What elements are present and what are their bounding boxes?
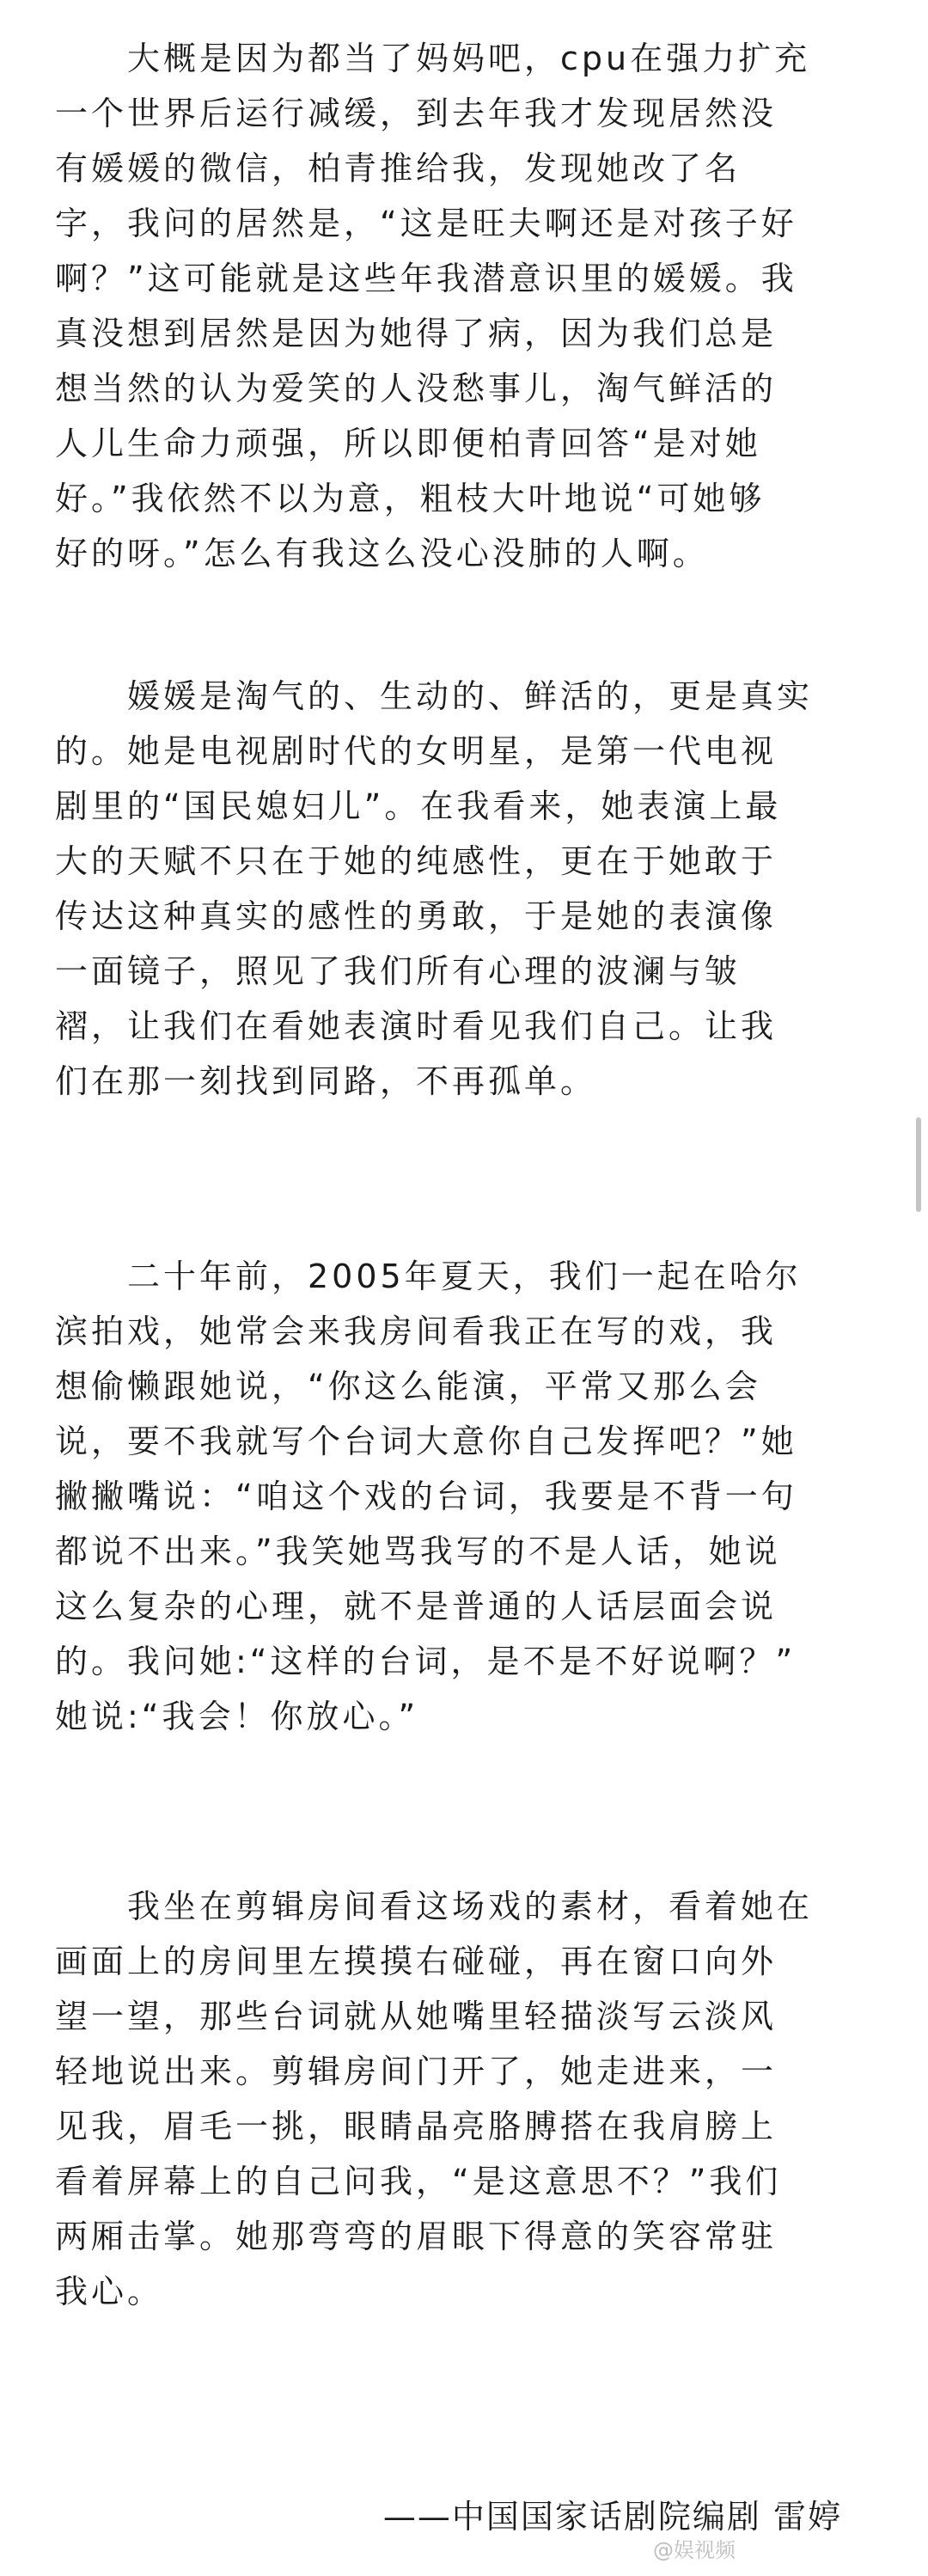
paragraph-line: 人儿生命力顽强，所以即便柏青回答“是对她 <box>55 425 761 462</box>
paragraph-line: 看着屏幕上的自己问我，“是这意思不？”我们 <box>55 2163 782 2200</box>
paragraph-line: 望一望，那些台词就从她嘴里轻描淡写云淡风 <box>55 1998 778 2035</box>
paragraph-line: 好的呀。”怎么有我这么没心没肺的人啊。 <box>55 535 709 572</box>
paragraph-line: 二十年前，2005年夏天，我们一起在哈尔 <box>55 1257 802 1295</box>
paragraph-line: 两厢击掌。她那弯弯的眉眼下得意的笑容常驻 <box>55 2218 778 2255</box>
paragraph-line: 一面镜子，照见了我们所有心理的波澜与皱 <box>55 952 742 990</box>
paragraph-1 <box>55 31 846 581</box>
paragraph-line: 字，我问的居然是，“这是旺夫啊还是对孩子好 <box>55 205 797 242</box>
paragraph-3 <box>55 1249 846 1744</box>
paragraph-line: 大概是因为都当了妈妈吧，cpu在强力扩充 <box>55 40 811 77</box>
paragraph-line: 说，要不我就写个台词大意你自己发挥吧？”她 <box>55 1423 797 1460</box>
paragraph-line: 撇撇嘴说：“咱这个戏的台词，我要是不背一句 <box>55 1478 797 1515</box>
paragraph-line: 滨拍戏，她常会来我房间看我正在写的戏，我 <box>55 1312 778 1350</box>
paragraph-line: 媛媛是淘气的、生动的、鲜活的，更是真实 <box>55 677 814 715</box>
paragraph-2 <box>55 669 846 1109</box>
paragraph-line: 见我，眉毛一挑，眼睛晶亮胳膊搭在我肩膀上 <box>55 2108 778 2145</box>
paragraph-line: 一个世界后运行减缓，到去年我才发现居然没 <box>55 95 778 132</box>
paragraph-line: 有媛媛的微信，柏青推给我，发现她改了名 <box>55 150 742 187</box>
paragraph-line: 想偷懒跟她说，“你这么能演，平常又那么会 <box>55 1368 761 1405</box>
paragraph-line: 大的天赋不只在于她的纯感性，更在于她敢于 <box>55 842 778 880</box>
paragraph-line: 剧里的“国民媳妇儿”。在我看来，她表演上最 <box>55 787 782 825</box>
paragraph-line: 她说:“我会！你放心。” <box>55 1698 419 1735</box>
paragraph-line: 我坐在剪辑房间看这场戏的素材，看着她在 <box>55 1888 814 1925</box>
paragraph-line: 啊？”这可能就是这些年我潜意识里的媛媛。我 <box>55 260 797 297</box>
paragraph-line: 真没想到居然是因为她得了病，因为我们总是 <box>55 315 778 352</box>
paragraph-line: 们在那一刻找到同路，不再孤单。 <box>55 1062 597 1100</box>
paragraph-line: 画面上的房间里左摸摸右碰碰，再在窗口向外 <box>55 1943 778 1980</box>
paragraph-line: 好。”我依然不以为意，粗枝大叶地说“可她够 <box>55 480 766 517</box>
paragraph-line: 想当然的认为爱笑的人没愁事儿，淘气鲜活的 <box>55 370 778 407</box>
paragraph-line: 的。我问她:“这样的台词，是不是不好说啊？” <box>55 1643 797 1680</box>
paragraph-line: 我心。 <box>55 2273 164 2310</box>
paragraph-line: 褶，让我们在看她表演时看见我们自己。让我 <box>55 1007 778 1045</box>
watermark: @娱视频 <box>653 2538 736 2562</box>
paragraph-line: 传达这种真实的感性的勇敢，于是她的表演像 <box>55 897 778 935</box>
paragraph-4 <box>55 1879 846 2319</box>
paragraph-line: 都说不出来。”我笑她骂我写的不是人话，她说 <box>55 1533 781 1570</box>
scrollbar-thumb[interactable] <box>916 1117 921 1212</box>
paragraph-line: 这么复杂的心理，就不是普通的人话层面会说 <box>55 1588 778 1625</box>
paragraph-line: 的。她是电视剧时代的女明星，是第一代电视 <box>55 732 778 770</box>
paragraph-line: 轻地说出来。剪辑房间门开了，她走进来，一 <box>55 2053 778 2090</box>
author-signature: ——中国国家话剧院编剧 雷婷 <box>382 2498 842 2536</box>
